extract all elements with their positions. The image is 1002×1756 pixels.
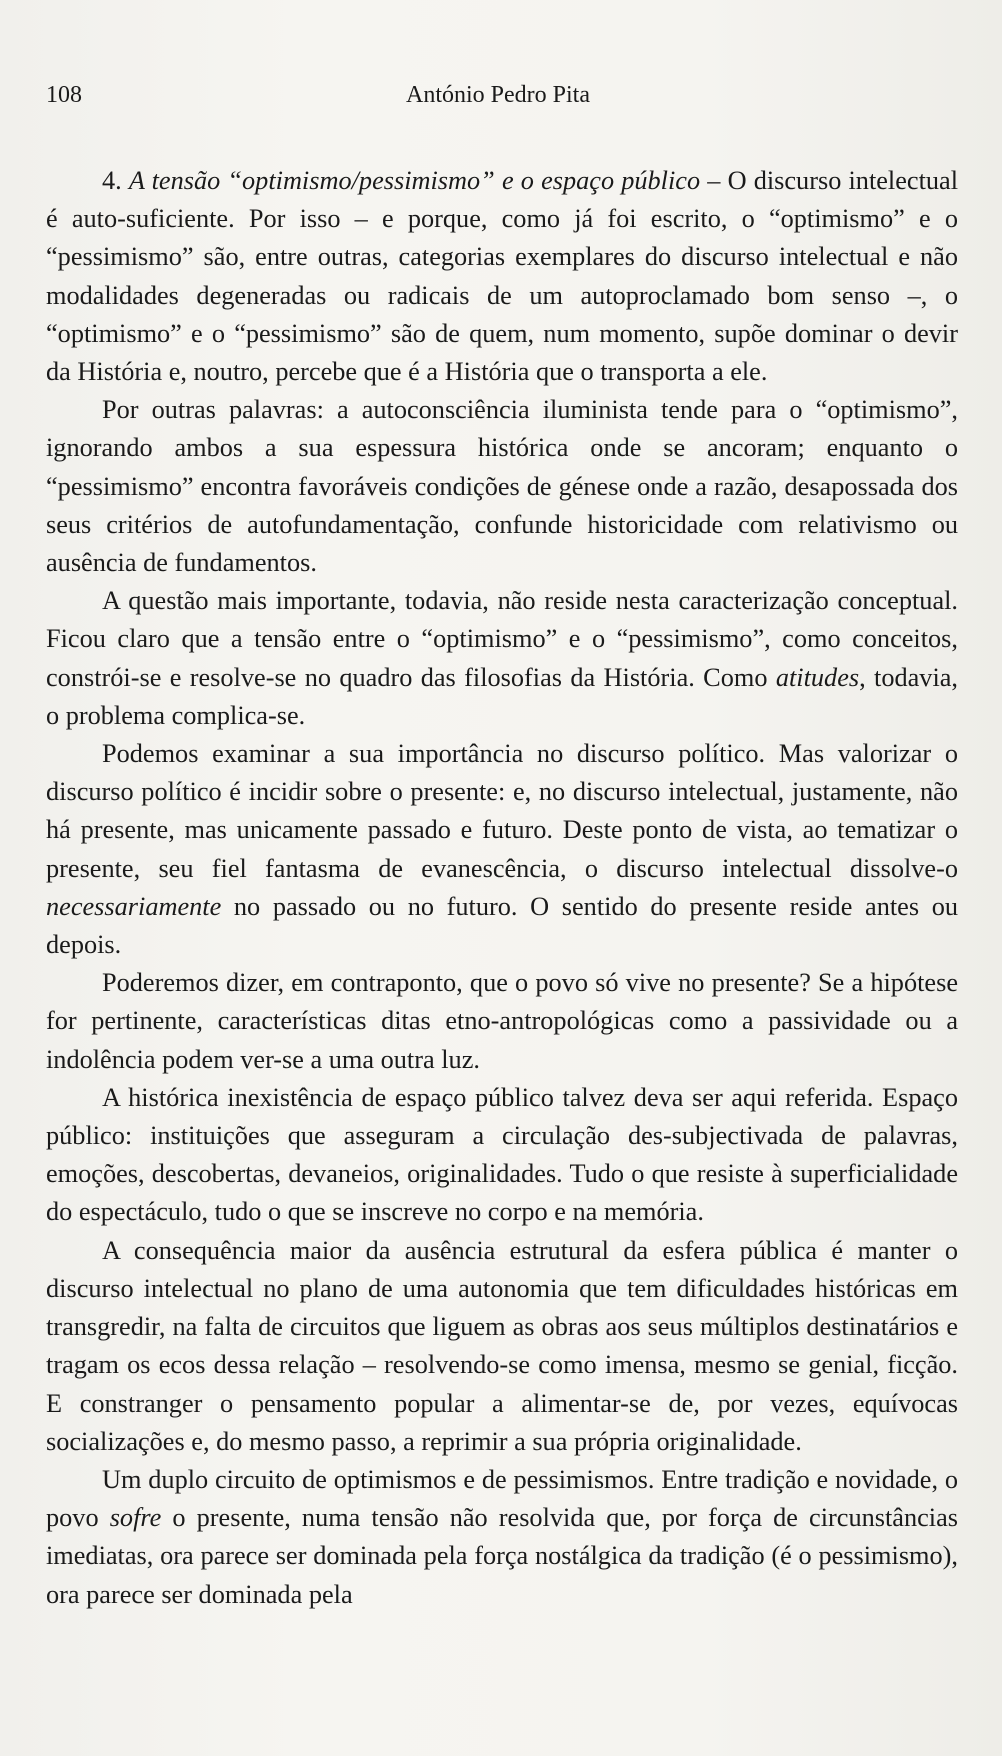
text-run: , todavia, o problema complica-se. xyxy=(46,662,959,730)
italic-text: sofre xyxy=(109,1503,162,1533)
italic-text: necessariamente xyxy=(46,891,222,921)
text-run: Poderemos dizer, em contraponto, que o povo só vive no presente? Se a hipótese for pertinente, características ditas etno-antropológicas como a passividade ou a indolência podem ver-se a uma outra luz. xyxy=(46,968,958,1074)
text-run: A consequência maior da ausência estrutural da esfera pública é manter o discurso intelectual no plano de uma autonomia que tem dificuldades históricas em transgredir, na falta de circuitos que liguem as obras aos seus múltiplos destinatários e tragam os ecos dessa relação – resolvendo-se como imensa, mesmo se genial, ficção. E constranger o pensamento popular a alimentar-se de, por vezes, equívocas socializações e, do mesmo passo, a reprimir a sua própria originalidade. xyxy=(46,1235,958,1456)
text-run: A histórica inexistência de espaço público talvez deva ser aqui referida. Espaço público: instituições que asseguram a circulação des-subjectivada de palavras, emoções, descobertas, devaneios, originalidades. Tudo o que resiste à superficialidade do espectáculo, tudo o que se inscreve no corpo e na memória. xyxy=(46,1082,958,1227)
text-run: Por outras palavras: a autoconsciência iluminista tende para o “optimismo”, ignorando ambos a sua espessura histórica onde se ancoram; enquanto o “pessimismo” encontra favoráveis condições de génese onde a razão, desapossada dos seus critérios de autofundamentação, confunde historicidade com relativismo ou ausência de fundamentos. xyxy=(46,395,958,578)
text-run: – O discurso intelectual é auto-suficiente. Por isso – e porque, como já foi escrito, o “optimismo” e o “pessimismo” são, entre outras, categorias exemplares do discurso intelectual e não modalidades degeneradas ou radicais de um autoproclamado bom senso –, o “optimismo” e o “pessimismo” são de quem, num momento, supõe dominar o devir da História e, noutro, percebe que é a História que o transporta a ele. xyxy=(46,166,959,387)
paragraph xyxy=(46,735,958,964)
paragraph xyxy=(46,1461,958,1614)
paragraph xyxy=(46,1232,958,1461)
paragraph xyxy=(46,162,958,391)
text-run: no passado ou no futuro. O sentido do presente reside antes ou depois. xyxy=(46,891,958,960)
paragraph xyxy=(46,964,958,1079)
running-title: António Pedro Pita xyxy=(406,82,590,108)
text-run: A questão mais importante, todavia, não reside nesta caracterização conceptual. Ficou claro que a tensão entre o “optimismo” e o “pessimismo”, como conceitos, constrói-se e resolve-se no quadro das filosofias da História. Como xyxy=(46,586,958,692)
text-run: Um duplo circuito de optimismos e de pessimismos. Entre tradição e novidade, o povo xyxy=(46,1464,958,1533)
paragraph xyxy=(46,391,958,582)
italic-text: A tensão “optimismo/pessimismo” e o espaço público xyxy=(128,166,701,195)
text-run: Podemos examinar a sua importância no discurso político. Mas valorizar o discurso político é incidir sobre o presente: e, no discurso intelectual, justamente, não há presente, mas unicamente passado e futuro. Deste ponto de vista, ao tematizar o presente, seu fiel fantasma de evanescência, o discurso intelectual dissolve-o xyxy=(46,739,958,883)
italic-text: atitudes xyxy=(775,662,860,692)
text-run: o presente, numa tensão não resolvida que, por força de circunstâncias imediatas, ora parece ser dominada pela força nostálgica da tradição (é o pessimismo), ora parece ser dominada pela xyxy=(46,1503,958,1609)
running-head xyxy=(46,82,960,112)
page-number: 108 xyxy=(46,82,82,108)
paragraph xyxy=(46,582,958,735)
body-text xyxy=(46,162,958,1614)
paragraph xyxy=(46,1079,958,1232)
text-run: 4. xyxy=(102,166,129,195)
